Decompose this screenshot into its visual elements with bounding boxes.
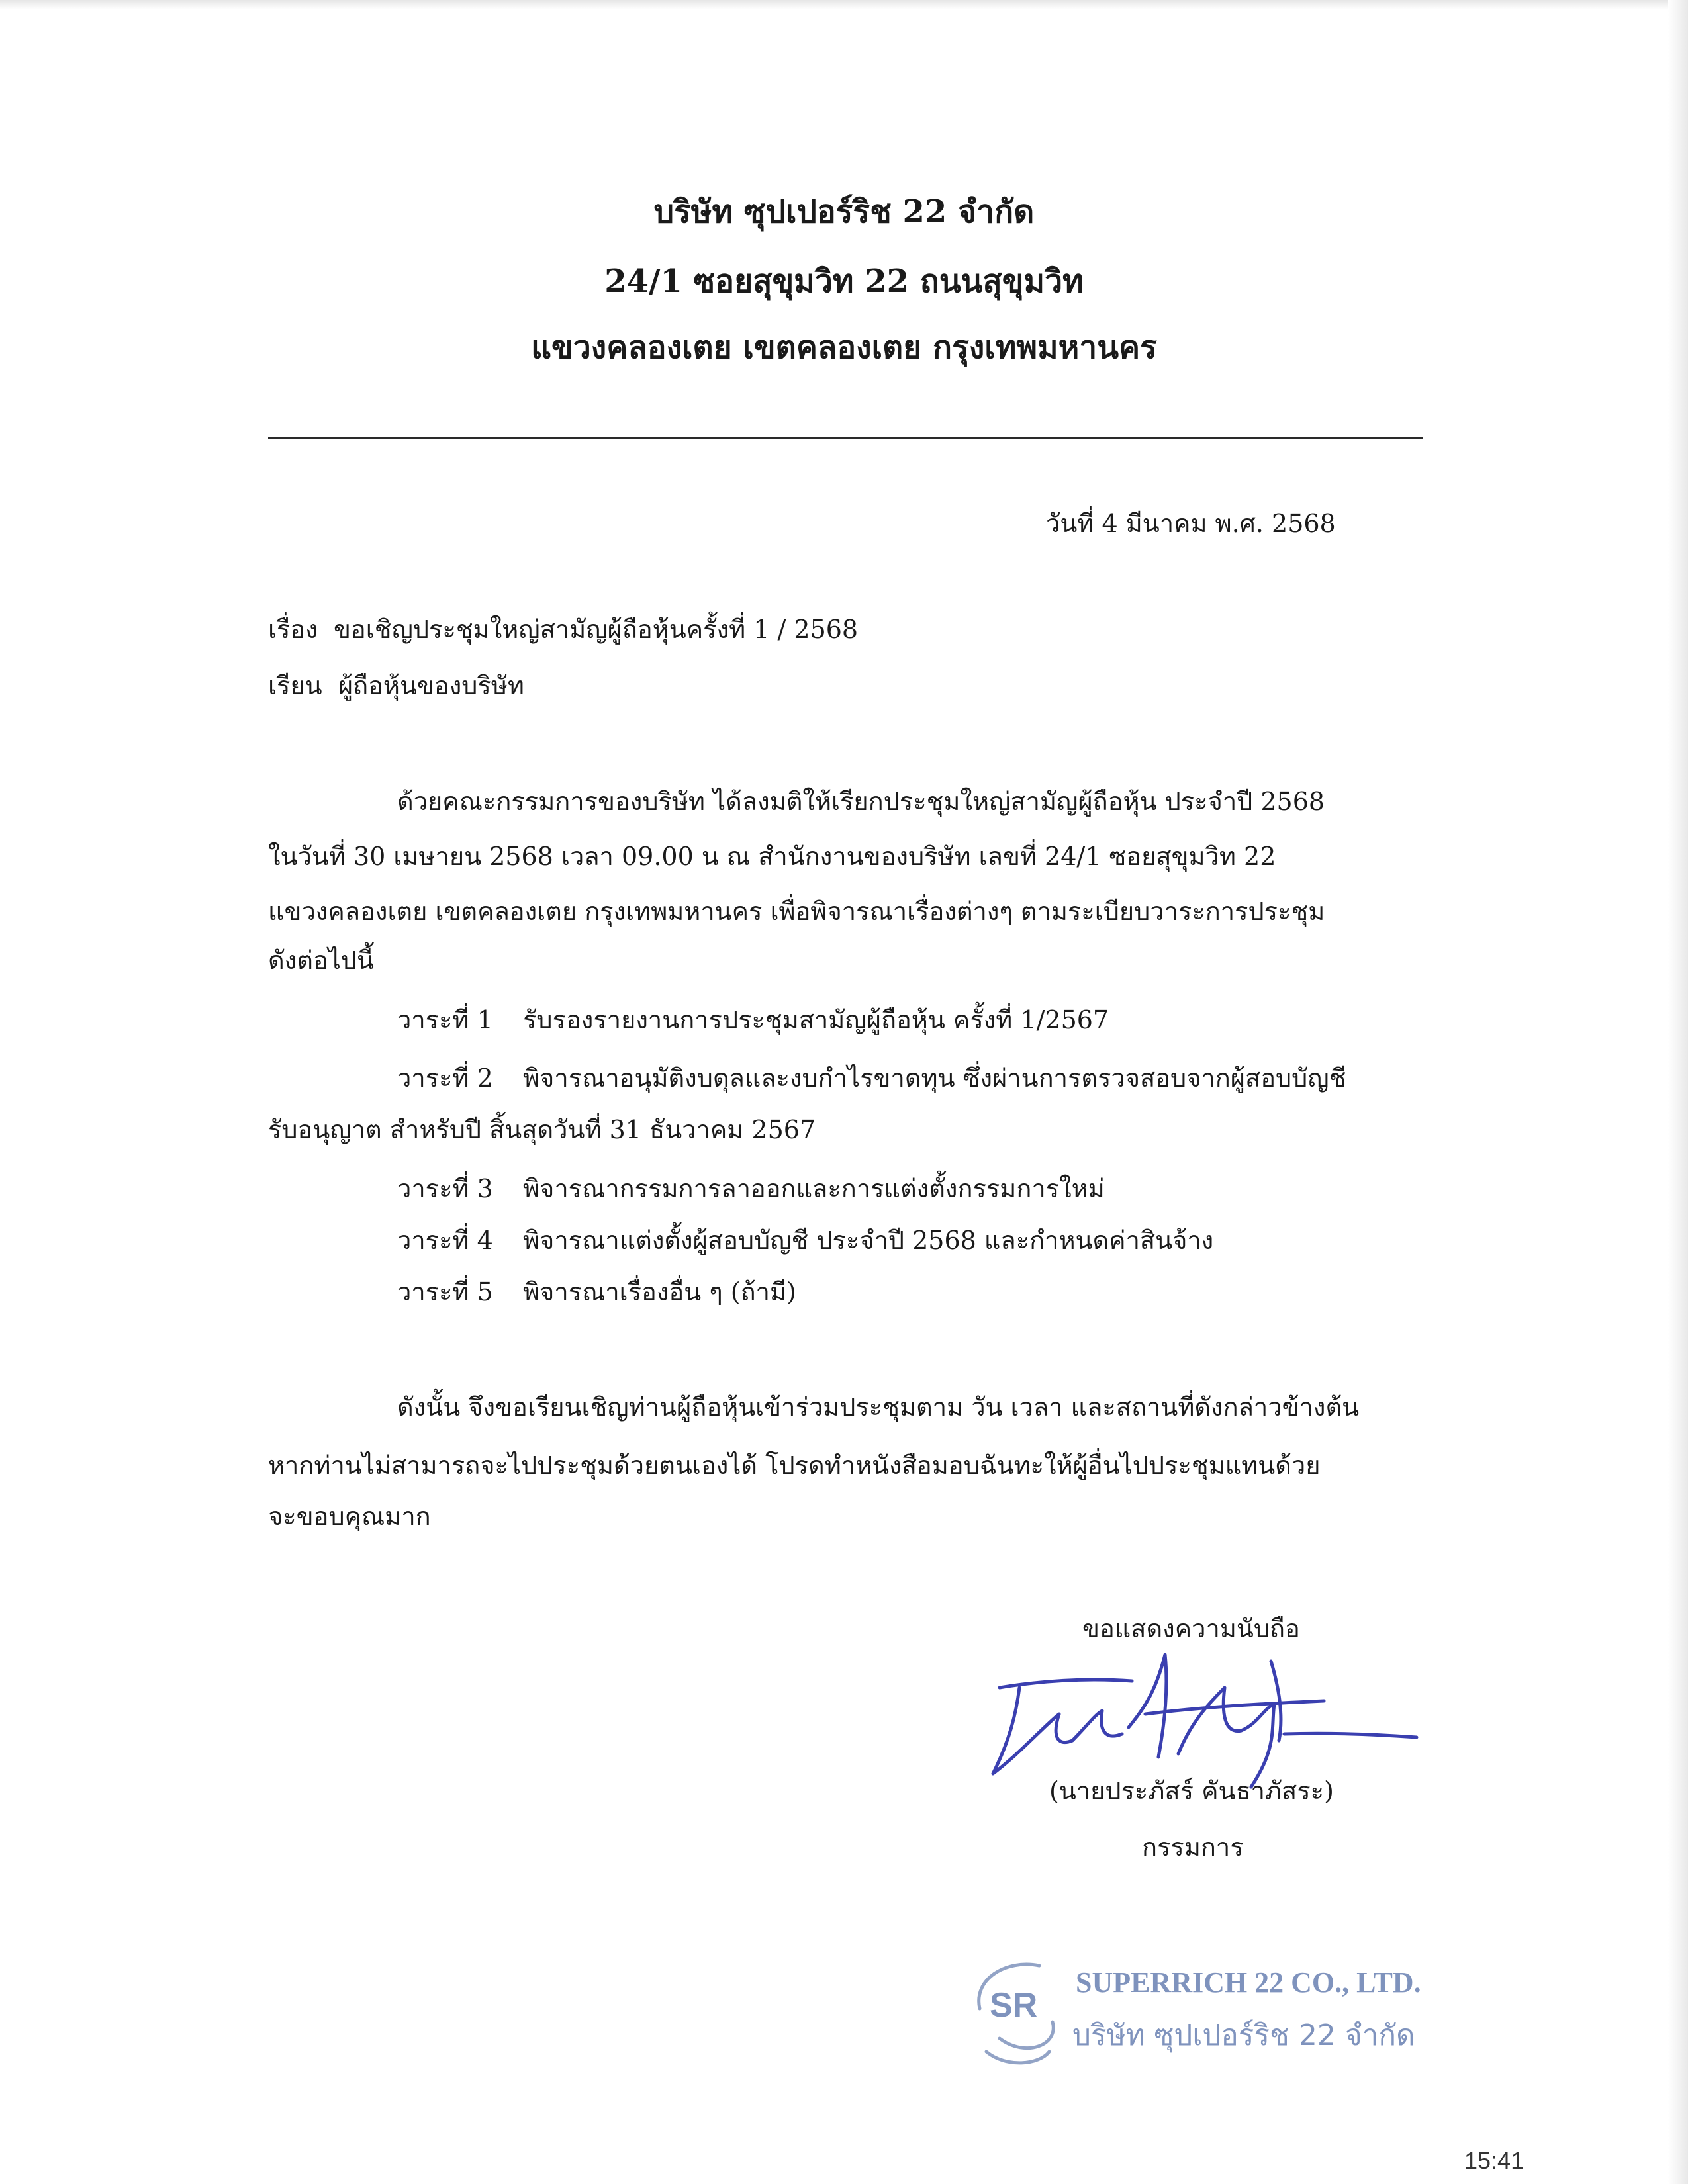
body-line-1: ด้วยคณะกรรมการของบริษัท ได้ลงมติให้เรียกประชุมใหญ่สามัญผู้ถือหุ้น ประจำปี 2568 xyxy=(397,787,1325,816)
signatory-name: (นายประภัสร์ คันธาภัสระ) xyxy=(1049,1776,1334,1805)
agenda-number: วาระที่ 4 xyxy=(397,1226,493,1255)
body-line-3: แขวงคลองเตย เขตคลองเตย กรุงเทพมหานคร เพื่อพิจารณาเรื่องต่างๆ ตามระเบียบวาระการประชุม xyxy=(268,897,1325,926)
letterhead-divider xyxy=(268,437,1423,439)
closing-line-2: หากท่านไม่สามารถจะไปประชุมด้วยตนเองได้ โปรดทำหนังสือมอบฉันทะให้ผู้อื่นไปประชุมแทนด้วย xyxy=(268,1451,1321,1480)
company-stamp xyxy=(960,1939,1436,2071)
address-line-1: 24/1 ซอยสุขุมวิท 22 ถนนสุขุมวิท xyxy=(604,263,1084,300)
agenda-text: พิจารณาแต่งตั้งผู้สอบบัญชี ประจำปี 2568 และกำหนดค่าสินจ้าง xyxy=(523,1226,1214,1255)
closing-line-1: ดังนั้น จึงขอเรียนเชิญท่านผู้ถือหุ้นเข้าร่วมประชุมตาม วัน เวลา และสถานที่ดังกล่าวข้างต้น xyxy=(397,1392,1360,1422)
agenda-item-2-continuation: รับอนุญาต สำหรับปี สิ้นสุดวันที่ 31 ธันวาคม 2567 xyxy=(268,1115,816,1144)
addressee-label: เรียน xyxy=(268,671,322,700)
stamp-name-th: บริษัท ซุปเปอร์ริช 22 จำกัด xyxy=(1072,2019,1415,2052)
signatory-position: กรรมการ xyxy=(1142,1833,1244,1862)
company-name: บริษัท ซุปเปอร์ริช 22 จำกัด xyxy=(653,193,1035,230)
stamp-name-en: SUPERRICH 22 CO., LTD. xyxy=(1076,1966,1421,1999)
addressee-text: ผู้ถือหุ้นของบริษัท xyxy=(338,671,524,700)
closing-line-3: จะขอบคุณมาก xyxy=(268,1502,431,1531)
stamp-logo: SR xyxy=(990,1986,1038,2025)
agenda-text: พิจารณาเรื่องอื่น ๆ (ถ้ามี) xyxy=(523,1277,796,1306)
subject-line xyxy=(268,612,858,647)
agenda-number: วาระที่ 1 xyxy=(397,1005,493,1034)
footer-timestamp: 15:41 xyxy=(1464,2147,1524,2174)
letter-date: วันที่ 4 มีนาคม พ.ศ. 2568 xyxy=(1046,509,1336,538)
subject-text: ขอเชิญประชุมใหญ่สามัญผู้ถือหุ้นครั้งที่ 1 / 2568 xyxy=(333,615,859,644)
agenda-number: วาระที่ 2 xyxy=(397,1064,493,1093)
address-line-2: แขวงคลองเตย เขตคลองเตย กรุงเทพมหานคร xyxy=(531,329,1157,366)
agenda-text: รับรองรายงานการประชุมสามัญผู้ถือหุ้น ครั้งที่ 1/2567 xyxy=(523,1005,1109,1034)
agenda-number: วาระที่ 5 xyxy=(397,1277,493,1306)
agenda-number: วาระที่ 3 xyxy=(397,1174,493,1203)
agenda-text: พิจารณากรรมการลาออกและการแต่งตั้งกรรมการใหม่ xyxy=(523,1174,1105,1203)
body-line-2: ในวันที่ 30 เมษายน 2568 เวลา 09.00 น ณ สำนักงานของบริษัท เลขที่ 24/1 ซอยสุขุมวิท 22 xyxy=(268,842,1276,871)
scan-edge-top xyxy=(0,0,1688,9)
agenda-text: พิจารณาอนุมัติงบดุลและงบกำไรขาดทุน ซึ่งผ่านการตรวจสอบจากผู้สอบบัญชี xyxy=(523,1064,1346,1093)
subject-label: เรื่อง xyxy=(268,615,318,644)
body-line-4: ดังต่อไปนี้ xyxy=(268,946,374,975)
regards-text: ขอแสดงความนับถือ xyxy=(1082,1614,1300,1643)
addressee-line xyxy=(268,668,524,703)
